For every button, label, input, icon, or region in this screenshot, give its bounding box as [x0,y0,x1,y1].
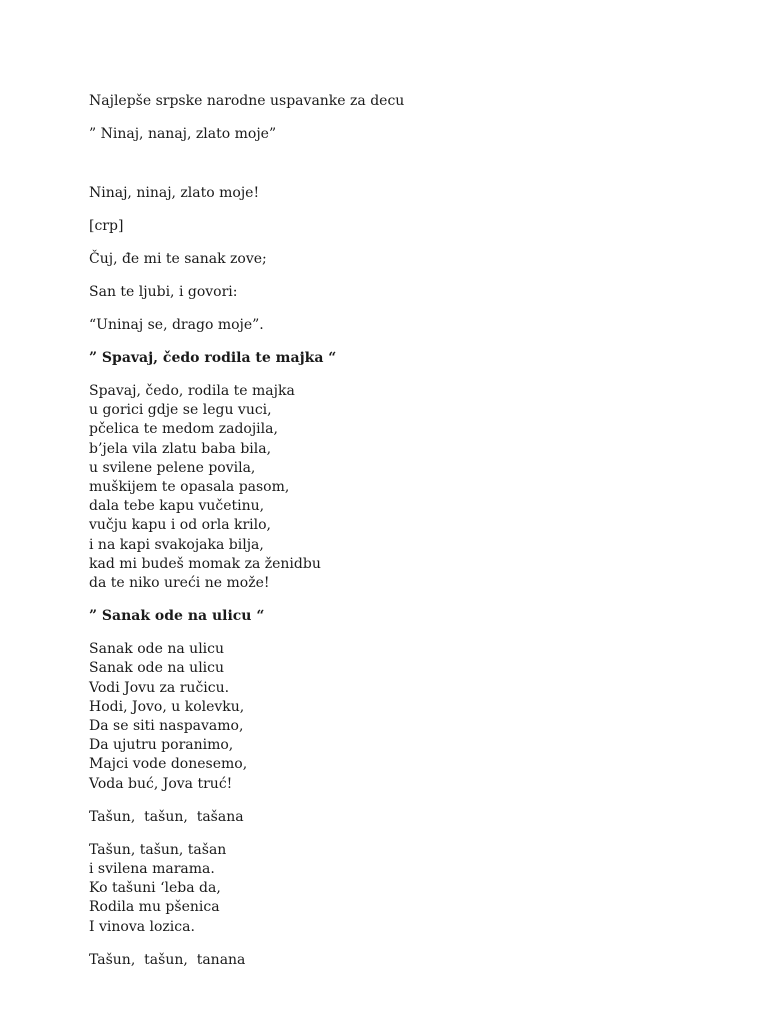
verse-line: i na kapi svakojaka bilja, [89,536,264,553]
document-title: Najlepše srpske narodne uspavanke za decu [89,93,405,109]
stanza-spavaj [89,382,728,593]
verse-line: Sanak ode na ulicu [89,641,225,658]
stanza-tasun [89,841,728,937]
verse-line: muškijem te opasala pasom, [89,479,290,496]
verse-line: Tašun, tašun, tašan [89,841,227,858]
paragraph-line: “Uninaj se, drago moje”. [89,317,264,333]
verse-line: Spavaj, čedo, rodila te majka [89,383,295,399]
verse-line: b’jela vila zlatu baba bila, [89,440,272,457]
verse-line: vučju kapu i od orla krilo, [89,517,272,534]
verse-line: Voda buć, Jova truć! [89,775,233,792]
verse-line: pčelica te medom zadojila, [89,421,278,438]
paragraph-line: Čuj, đe mi te sanak zove; [89,251,267,267]
stanza-sanak [89,640,728,794]
verse-line: Vodi Jovu za ručicu. [89,679,230,696]
verse-line: I vinova lozica. [89,918,195,935]
verse-line: kad mi budeš momak za ženidbu [89,555,321,572]
paragraph-line: San te ljubi, i govori: [89,284,238,300]
verse-line: u svilene pelene povila, [89,459,256,476]
paragraph-line: Ninaj, ninaj, zlato moje! [89,185,260,201]
song-title-tasun-tanana: Tašun, tašun, tanana [89,951,246,968]
verse-line: i svilena marama. [89,861,215,878]
verse-line: Ko tašuni ‘leba da, [89,880,221,897]
verse-line: u gorici gdje se legu vuci, [89,402,272,419]
song-title-ninaj: ” Ninaj, nanaj, zlato moje” [89,126,277,142]
verse-line: da te niko ureći ne može! [89,575,270,592]
verse-line: Da ujutru poranimo, [89,737,234,754]
verse-line: dala tebe kapu vučetinu, [89,498,265,515]
verse-line: Majci vode donesemo, [89,756,248,773]
song-title-sanak: ” Sanak ode na ulicu “ [89,608,265,625]
verse-line: Rodila mu pšenica [89,899,220,916]
verse-line: Da se siti naspavamo, [89,718,244,735]
paragraph-line: [crp] [89,218,124,234]
verse-line: Sanak ode na ulicu [89,660,225,677]
song-title-spavaj: ” Spavaj, čedo rodila te majka “ [89,350,337,366]
verse-line: Hodi, Jovo, u kolevku, [89,698,245,715]
song-title-tasun-tasana: Tašun, tašun, tašana [89,808,244,825]
